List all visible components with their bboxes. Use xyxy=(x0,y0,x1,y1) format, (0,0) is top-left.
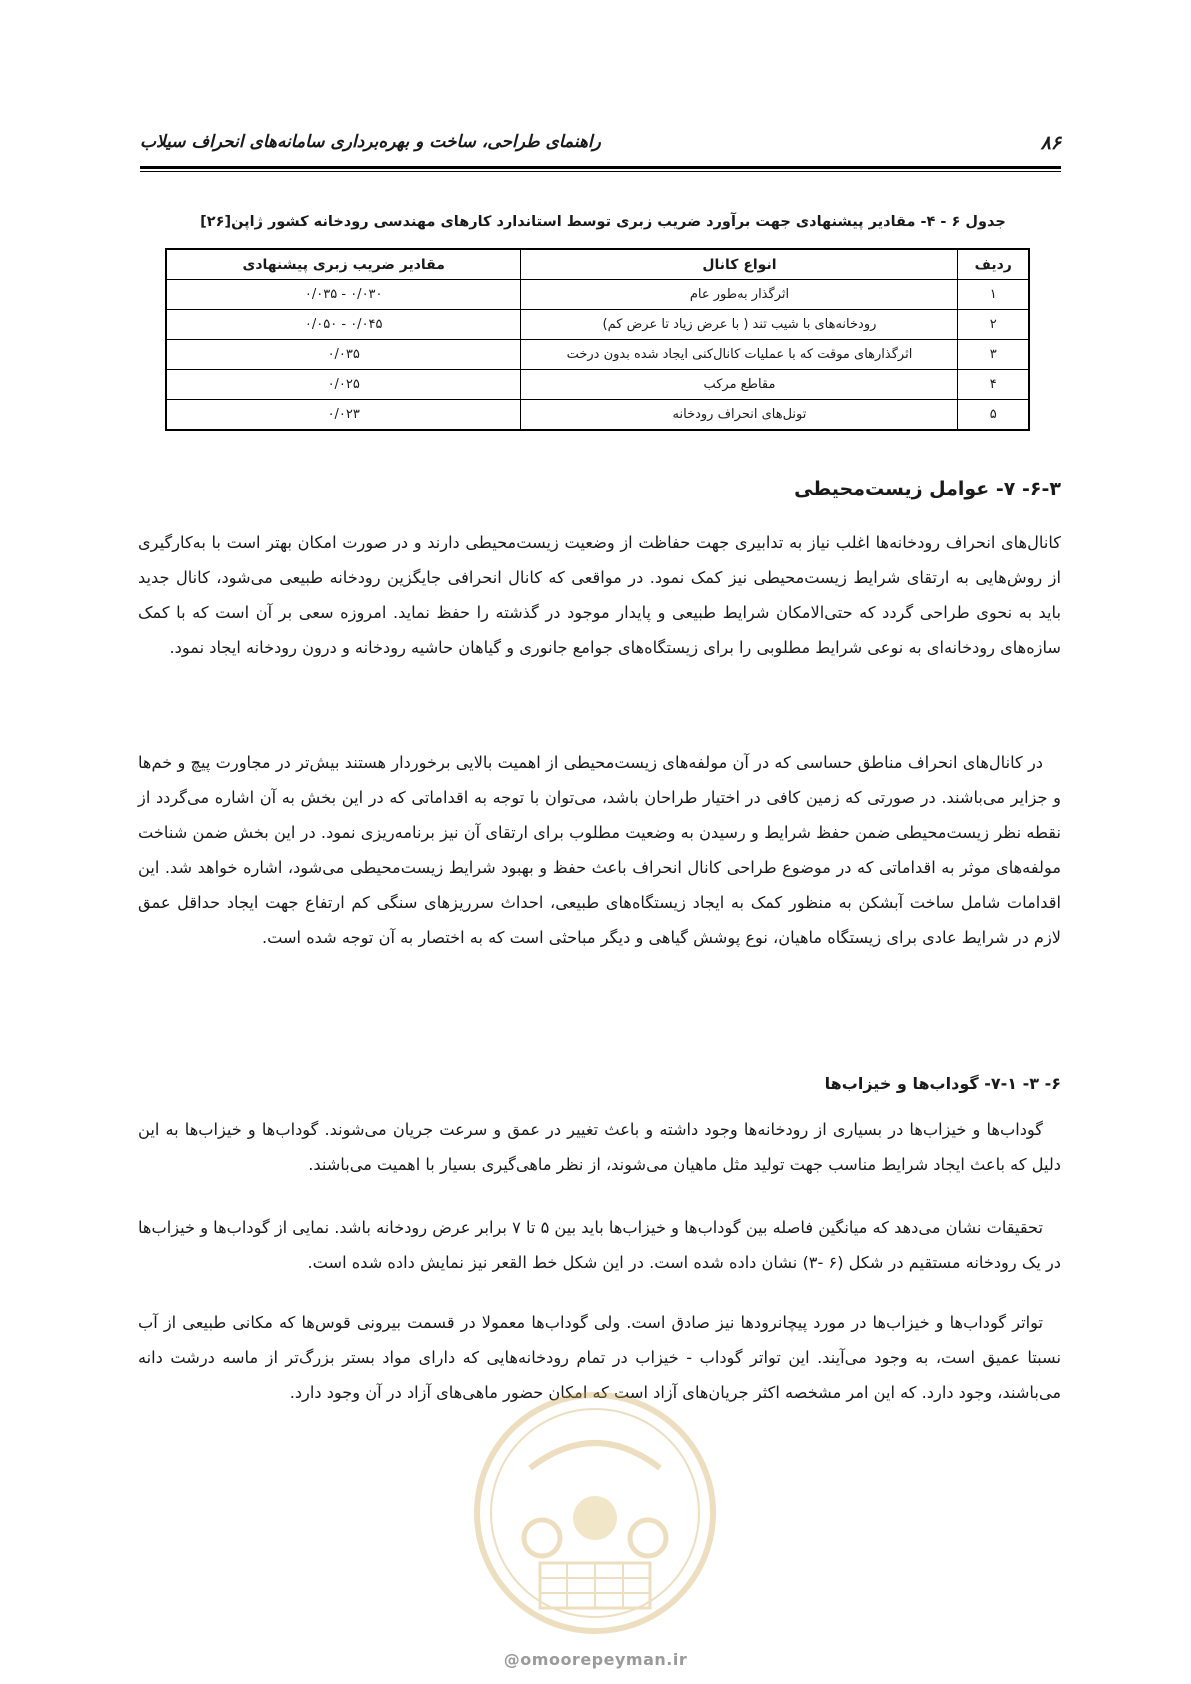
body-paragraph: گوداب‌ها و خیزاب‌ها در بسیاری از رودخانه‌ها وجود داشته و باعث تغییر در عمق و سرعت جریان می‌شوند. گوداب‌ها و خیزاب‌ها به این دلیل که باعث ایجاد شرایط مناسب جهت تولید مثل ماهیان می‌شوند، از نظر ماهی‌گیری بسیار با اهمیت می‌باشند. xyxy=(138,1120,1061,1174)
channel-type: اثرگذارهای موقت که با عملیات کانال‌کنی ایجاد شده بدون درخت xyxy=(521,340,958,370)
row-number: ۳ xyxy=(958,340,1029,370)
channel-type: رودخانه‌های با شیب تند ( با عرض زیاد تا عرض کم) xyxy=(521,310,958,340)
body-paragraph: تحقیقات نشان می‌دهد که میانگین فاصله بین گوداب‌ها و خیزاب‌ها باید بین ۵ تا ۷ برابر عرض رودخانه باشد. نمایی از گوداب‌ها و خیزاب‌ها در یک رودخانه مستقیم در شکل (۶ -۳) نشان داده شده است. در این شکل خط القعر نیز نمایش داده شده است. xyxy=(138,1218,1061,1272)
table-caption: جدول ۶ - ۴- مقادیر پیشنهادی جهت برآورد ضریب زبری توسط استاندارد کارهای مهندسی رودخانه کشور ژاپن[۲۶] xyxy=(200,214,1006,230)
channel-type: مقاطع مرکب xyxy=(521,370,958,400)
body-paragraph: تواتر گوداب‌ها و خیزاب‌ها در مورد پیچانرودها نیز صادق است. ولی گوداب‌ها معمولا در قسمت بیرونی قوس‌ها که مکانی طبیعی از آب نسبتا عمیق است، به وجود می‌آیند. این تواتر گوداب - خیزاب در تمام رودخانه‌هایی که دارای مواد بستر بزرگ‌تر از ماسه درشت دانه می‌باشند، وجود دارد. که این امر مشخصه اکثر جریان‌های آزاد است که امکان حضور ماهی‌های آزاد در آن وجود دارد. xyxy=(138,1313,1061,1402)
watermark-site: @omoorepeyman.ir xyxy=(503,1650,688,1669)
page-number: ۸۶ xyxy=(1040,132,1061,154)
table-row xyxy=(166,340,1029,370)
roughness-value: ۰/۰۳۰ - ۰/۰۳۵ xyxy=(166,280,521,310)
section-heading: ۶-۳- ۷- عوامل زیست‌محیطی xyxy=(794,478,1061,500)
header-rule-thin xyxy=(140,171,1061,172)
row-number: ۵ xyxy=(958,400,1029,431)
running-header xyxy=(140,132,1061,168)
body-paragraph: کانال‌های انحراف رودخانه‌ها اغلب نیاز به تدابیری جهت حفاظت از وضعیت زیست‌محیطی دارند و در صورت امکان بهتر است با به‌کارگیری از روش‌هایی به ارتقای شرایط زیست‌محیطی نیز کمک نمود. در مواقعی که کانال انحرافی جایگزین رودخانه طبیعی می‌شود، کانال جدید باید به نحوی طراحی گردد که حتی‌الامکان شرایط طبیعی و پایدار موجود در گذشته را حفظ نماید. امروزه سعی بر آن است که با کمک سازه‌های رودخانه‌ای به نوعی شرایط مطلوبی را برای زیستگاه‌های جوامع جانوری و گیاهان حاشیه رودخانه و درون رودخانه ایجاد نمود. xyxy=(138,533,1061,657)
roughness-table xyxy=(165,248,1030,431)
roughness-value: ۰/۰۲۵ xyxy=(166,370,521,400)
roughness-value: ۰/۰۳۵ xyxy=(166,340,521,370)
row-number: ۱ xyxy=(958,280,1029,310)
table-row xyxy=(166,310,1029,340)
table-header-row xyxy=(166,249,1029,280)
table-row xyxy=(166,280,1029,310)
roughness-value: ۰/۰۴۵ - ۰/۰۵۰ xyxy=(166,310,521,340)
row-number: ۴ xyxy=(958,370,1029,400)
header-roughness: مقادیر ضریب زبری پیشنهادی xyxy=(166,249,521,280)
table-row xyxy=(166,370,1029,400)
roughness-value: ۰/۰۲۳ xyxy=(166,400,521,431)
header-rule-thick xyxy=(140,166,1061,169)
book-title: راهنمای طراحی، ساخت و بهره‌برداری سامانه‌های انحراف سیلاب xyxy=(140,132,601,152)
header-row-number: ردیف xyxy=(958,249,1029,280)
table-row xyxy=(166,400,1029,431)
watermark-seal xyxy=(470,1388,720,1638)
subsection-heading: ۶- ۳- ۷-۱- گوداب‌ها و خیزاب‌ها xyxy=(824,1074,1061,1093)
channel-type: اثرگذار به‌طور عام xyxy=(521,280,958,310)
channel-type: تونل‌های انحراف رودخانه xyxy=(521,400,958,431)
header-channel-type: انواع کانال xyxy=(521,249,958,280)
row-number: ۲ xyxy=(958,310,1029,340)
body-paragraph: در کانال‌های انحراف مناطق حساسی که در آن مولفه‌های زیست‌محیطی از اهمیت بالایی برخوردار هستند بیش‌تر در مجاورت پیچ و خم‌ها و جزایر می‌باشند. در صورتی که زمین کافی در اختیار طراحان باشد، می‌توان با توجه به اقداماتی که در این بخش به آن اشاره می‌گردد از نقطه نظر زیست‌محیطی ضمن حفظ شرایط و رسیدن به وضعیت مطلوب برای ارتقای آن نیز برنامه‌ریزی نمود. در این بخش ضمن شناخت مولفه‌های موثر به اقداماتی که در موضوع طراحی کانال انحراف باعث حفظ و بهبود شرایط زیست‌محیطی می‌شود، اشاره خواهد شد. این اقدامات شامل ساخت آبشکن به منظور کمک به ایجاد زیستگاه‌های طبیعی، احداث سرریزهای سنگی کم ارتفاع جهت ایجاد حداقل عمق لازم در شرایط عادی برای زیستگاه ماهیان، نوع پوشش گیاهی و دیگر مباحثی است که به اختصار به آن توجه شده است. xyxy=(138,753,1061,947)
